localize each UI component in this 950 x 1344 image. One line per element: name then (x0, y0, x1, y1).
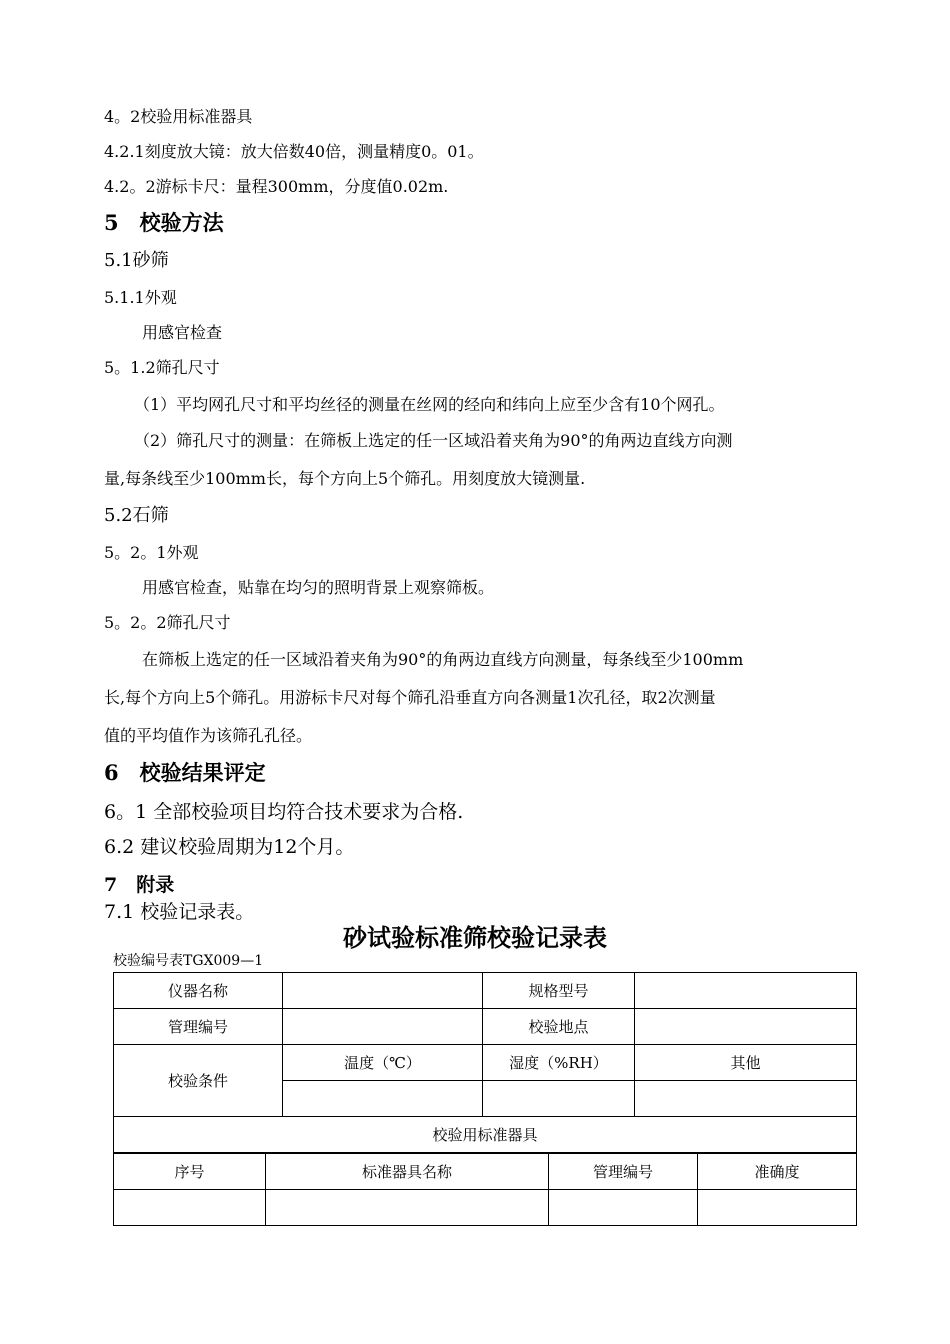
label-mgmt-no: 管理编号 (114, 1009, 283, 1045)
label-other: 其他 (635, 1045, 857, 1081)
col-header-mgmt-no: 管理编号 (549, 1154, 698, 1190)
form-code: 校验编号表TGX009—1 (113, 953, 264, 969)
table-row (114, 1009, 857, 1045)
label-humidity: 湿度（%RH） (483, 1045, 635, 1081)
table-title: 砂试验标准筛校验记录表 (343, 923, 607, 952)
line-4-2-2: 4.2。2游标卡尺：量程300mm，分度值0.02m. (104, 177, 449, 196)
label-location: 校验地点 (483, 1009, 635, 1045)
label-instrument-name: 仪器名称 (114, 973, 283, 1009)
cell-spec-model[interactable] (635, 973, 857, 1009)
line-5-1-1-body: 用感官检查 (142, 323, 223, 342)
line-5-2-1-body: 用感官检查，贴靠在均匀的照明背景上观察筛板。 (142, 578, 495, 597)
label-conditions: 校验条件 (114, 1045, 283, 1117)
table-row (114, 1045, 857, 1081)
line-5-1-2-item2: （2）筛孔尺寸的测量：在筛板上选定的任一区域沿着夹角为90°的角两边直线方向测 (134, 431, 733, 450)
line-5-1-1: 5.1.1外观 (104, 288, 177, 307)
line-5-2-2-body2: 长,每个方向上5个筛孔。用游标卡尺对每个筛孔沿垂直方向各测量1次孔径，取2次测量 (104, 688, 716, 707)
cell-seq[interactable] (114, 1190, 266, 1226)
cell-other[interactable] (635, 1081, 857, 1117)
line-5-2-2-body3: 值的平均值作为该筛孔孔径。 (104, 726, 313, 745)
table-row (114, 1154, 857, 1190)
label-standards-header: 校验用标准器具 (114, 1117, 857, 1153)
line-6-1: 6。1 全部校验项目均符合技术要求为合格. (104, 801, 464, 823)
heading-section-5: 5 校验方法 (104, 210, 224, 235)
line-5-1-2-item2-cont: 量,每条线至少100mm长，每个方向上5个筛孔。用刻度放大镜测量. (104, 469, 586, 488)
col-header-seq: 序号 (114, 1154, 266, 1190)
line-5-2-2: 5。2。2筛孔尺寸 (104, 613, 231, 632)
line-5-1-2-item1: （1）平均网孔尺寸和平均丝径的测量在丝网的经向和纬向上应至少含有10个网孔。 (134, 395, 725, 414)
line-5-2-2-body1: 在筛板上选定的任一区域沿着夹角为90°的角两边直线方向测量，每条线至少100mm (142, 650, 744, 669)
cell-mgmt-no[interactable] (283, 1009, 483, 1045)
table-row (114, 1190, 857, 1226)
line-4-2: 4。2校验用标准器具 (104, 107, 253, 126)
cell-instrument-name[interactable] (283, 973, 483, 1009)
heading-5-1: 5.1砂筛 (104, 250, 169, 271)
heading-section-6: 6 校验结果评定 (104, 760, 266, 785)
cell-location[interactable] (635, 1009, 857, 1045)
label-temperature: 温度（℃） (283, 1045, 483, 1081)
line-6-2: 6.2 建议校验周期为12个月。 (104, 836, 355, 858)
cell-std-mgmt-no[interactable] (549, 1190, 698, 1226)
line-5-1-2: 5。1.2筛孔尺寸 (104, 358, 220, 377)
heading-section-7: 7 附录 (104, 874, 175, 896)
heading-5-2: 5.2石筛 (104, 505, 169, 526)
label-spec-model: 规格型号 (483, 973, 635, 1009)
line-7-1: 7.1 校验记录表。 (104, 901, 255, 923)
cell-temperature[interactable] (283, 1081, 483, 1117)
cell-accuracy[interactable] (698, 1190, 857, 1226)
table-row (114, 973, 857, 1009)
col-header-std-name: 标准器具名称 (266, 1154, 549, 1190)
cell-humidity[interactable] (483, 1081, 635, 1117)
table-row (114, 1117, 857, 1153)
cell-std-name[interactable] (266, 1190, 549, 1226)
col-header-accuracy: 准确度 (698, 1154, 857, 1190)
record-table-top (113, 972, 857, 1153)
line-5-2-1: 5。2。1外观 (104, 543, 199, 562)
record-table-standards (113, 1153, 857, 1226)
line-4-2-1: 4.2.1刻度放大镜：放大倍数40倍，测量精度0。01。 (104, 142, 484, 161)
